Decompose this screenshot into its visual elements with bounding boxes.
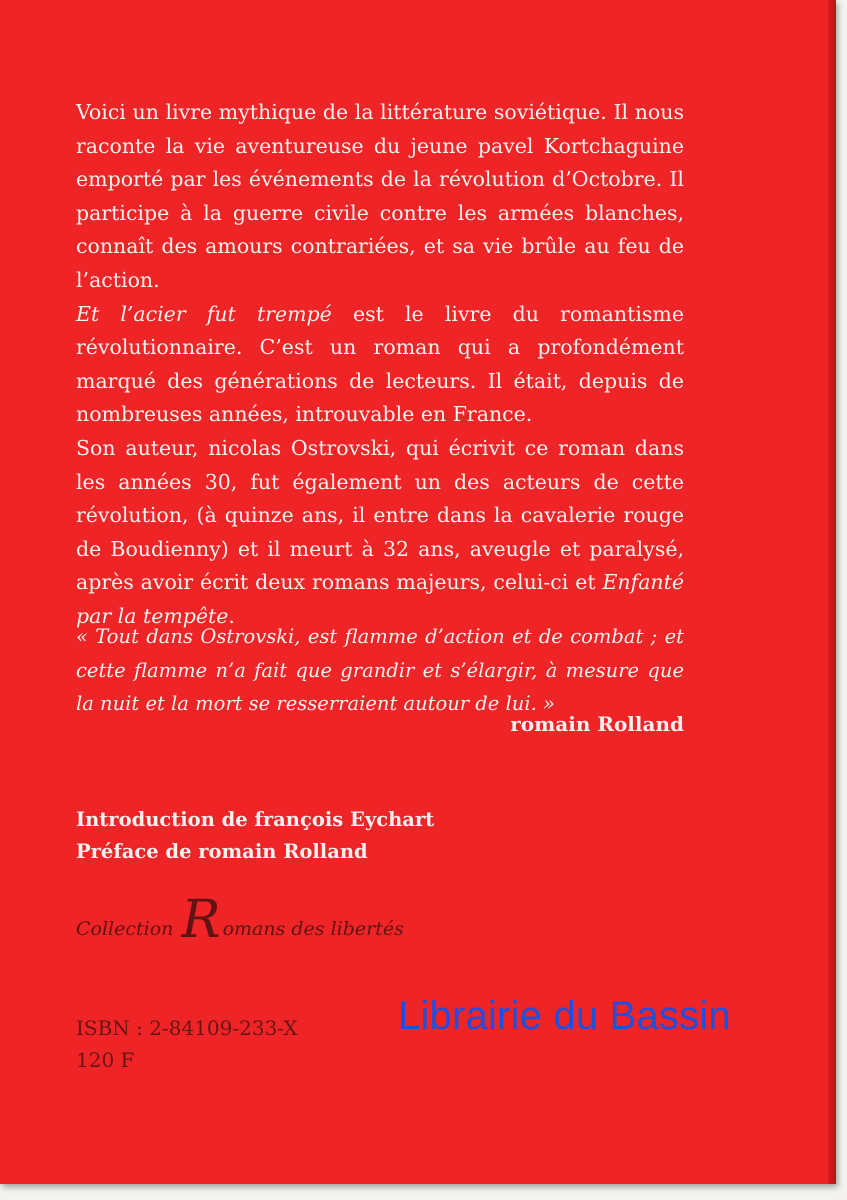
book-title-italic: Et l’acier fut trempé	[76, 301, 332, 326]
collection-prefix: Collection	[76, 918, 174, 940]
preface-credit: Préface de romain Rolland	[76, 840, 368, 863]
blurb-paragraph-2	[76, 298, 684, 432]
second-novel-title-italic: Enfanté par la tempête	[76, 570, 684, 628]
blurb-paragraph-3-end: .	[228, 603, 235, 628]
blurb-text	[76, 96, 684, 634]
quote-text: « Tout dans Ostrovski, est flamme d’action et de combat ; et cette flamme n’a fait que grandir et s’élargir, à mesure que la nuit et la mort se resserraient autour de lui. »	[76, 625, 684, 716]
blurb-paragraph-2-text: est le livre du romantisme révolutionnaire. C’est un roman qui a profondément marqué des générations de lecteurs. Il était, depuis de nombreuses années, introuvable en France.	[76, 301, 684, 427]
credits	[76, 804, 434, 868]
bookseller-watermark: Librairie du Bassin	[398, 994, 731, 1038]
blurb-paragraph-1: Voici un livre mythique de la littérature soviétique. Il nous raconte la vie aventureuse du jeune pavel Kortchaguine emporté par les événements de la révolution d’Octobre. Il participe à la guerre civile contre les armées blanches, connaît des amours contrariées, et sa vie brûle au feu de l’action.	[76, 100, 684, 292]
isbn: ISBN : 2-84109-233-X	[76, 1016, 298, 1040]
isbn-block	[76, 1012, 298, 1076]
collection-name: omans des libertés	[222, 918, 404, 940]
cover-edge	[828, 0, 836, 1184]
quote-author: romain Rolland	[510, 712, 684, 736]
blurb-paragraph-3	[76, 432, 684, 634]
price: 120 F	[76, 1048, 135, 1072]
blurb-paragraph-3-text: Son auteur, nicolas Ostrovski, qui écrivit ce roman dans les années 30, fut également un des acteurs de cette révolution, (à quinze ans, il entre dans la cavalerie rouge de Boudienny) et il meurt à 32 ans, aveugle et paralysé, après avoir écrit deux romans majeurs, celui-ci et	[76, 435, 684, 595]
introduction-credit: Introduction de françois Eychart	[76, 808, 435, 831]
collection-logo	[76, 880, 404, 950]
collection-drop-letter: R	[181, 890, 221, 950]
